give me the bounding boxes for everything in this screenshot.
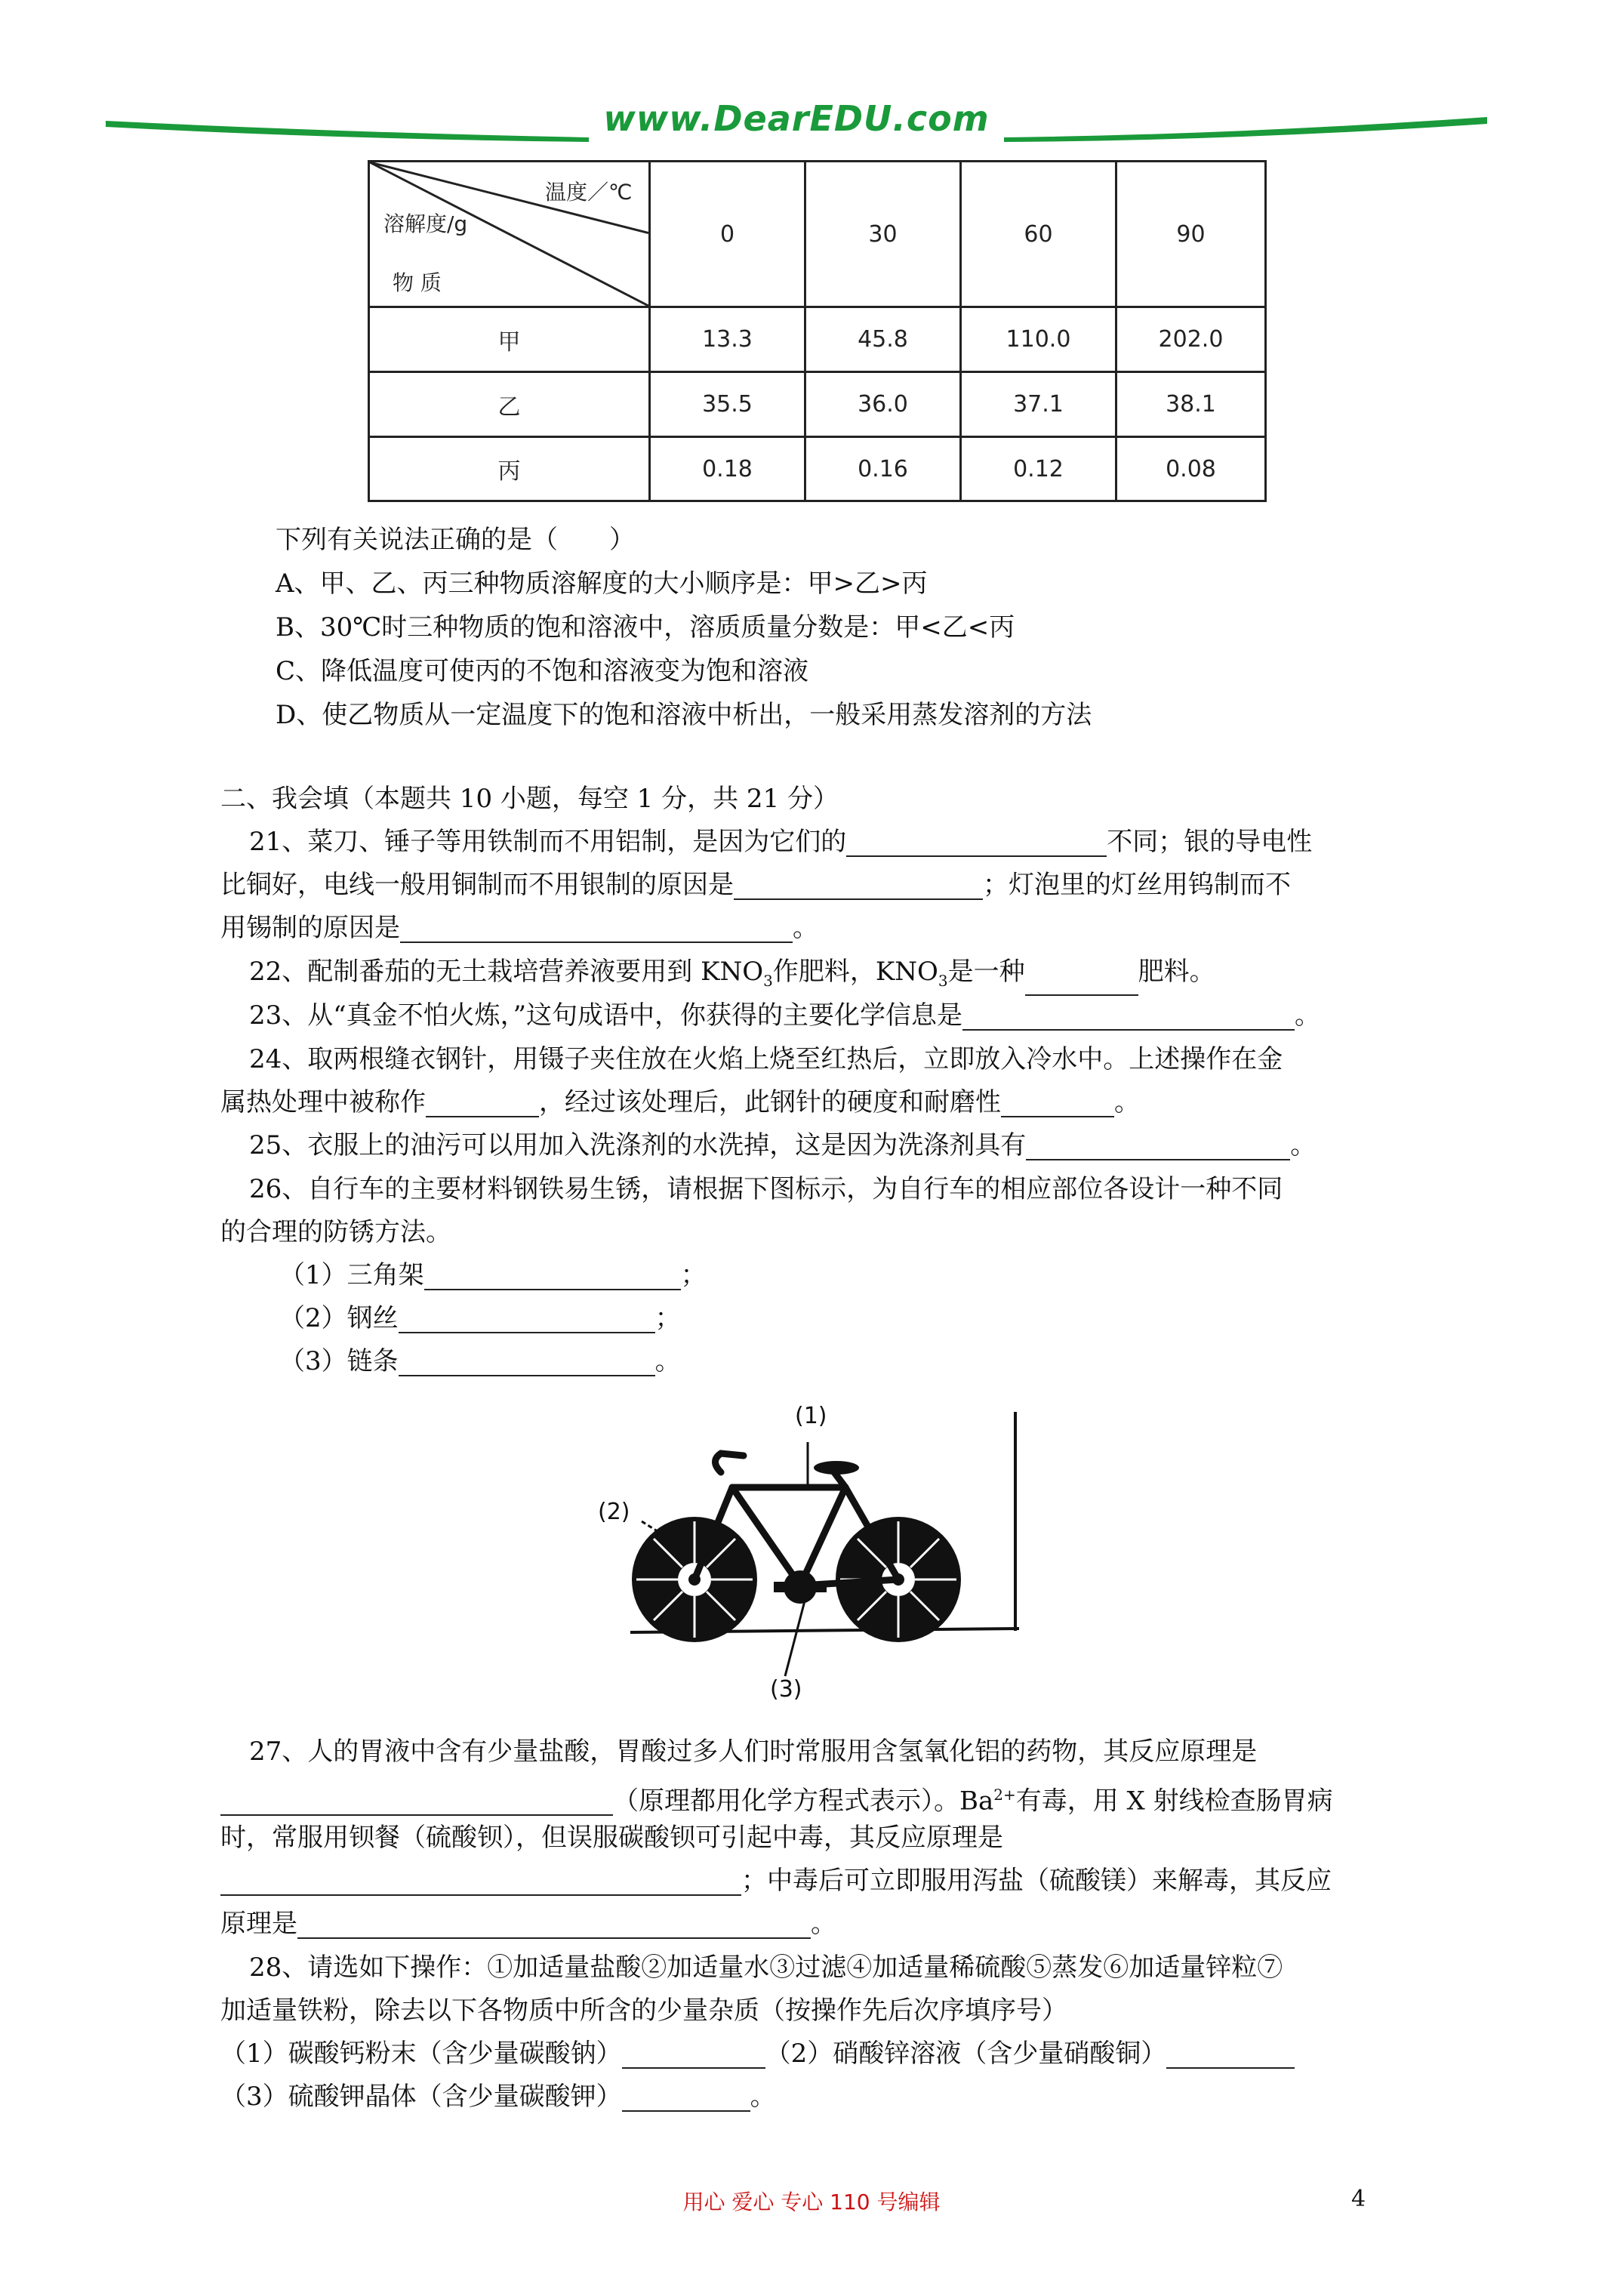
q28-text: 。 <box>750 2082 776 2112</box>
q24-text: 属热处理中被称作 <box>220 1087 426 1117</box>
q27-text: 原理是 <box>220 1909 297 1939</box>
page-number: 4 <box>1351 2186 1366 2212</box>
answer-blank[interactable] <box>622 2042 765 2069</box>
answer-blank[interactable] <box>1166 2042 1295 2069</box>
table-cell: 0.12 <box>961 437 1116 501</box>
answer-blank[interactable] <box>1001 1090 1114 1117</box>
q22-text: 作肥料，KNO <box>772 957 938 987</box>
q28-line2: 加适量铁粉，除去以下各物质中所含的少量杂质（按操作先后次序填序号） <box>220 1996 1067 2026</box>
table-cell: 35.5 <box>650 372 805 437</box>
q27-text: ；中毒后可立即服用泻盐（硫酸镁）来解毒，其反应 <box>741 1866 1332 1896</box>
q27-text: （原理都用化学方程式表示）。Ba <box>613 1786 994 1817</box>
table-cell: 202.0 <box>1116 307 1266 372</box>
q22-text: 是一种 <box>947 957 1025 987</box>
substance-name: 乙 <box>369 372 650 437</box>
q21-text: 21、菜刀、锤子等用铁制而不用铝制，是因为它们的 <box>249 827 847 857</box>
answer-blank[interactable] <box>297 1912 811 1939</box>
substance-name: 甲 <box>369 307 650 372</box>
q28-line1: 28、请选如下操作：①加适量盐酸②加适量水③过滤④加适量稀硫酸⑤蒸发⑥加适量锌粒⑦ <box>249 1952 1283 1983</box>
corner-temp-label: 温度／℃ <box>545 180 633 205</box>
answer-blank[interactable] <box>426 1090 539 1117</box>
answer-blank[interactable] <box>622 2085 750 2112</box>
q20-option-d: D、使乙物质从一定温度下的饱和溶液中析出，一般采用蒸发溶剂的方法 <box>276 700 1092 730</box>
site-url: www.DearEDU.com <box>603 98 990 139</box>
answer-blank[interactable] <box>424 1263 681 1290</box>
q20-prompt: 下列有关说法正确的是（ ） <box>276 525 635 555</box>
q24-line2 <box>220 1087 1140 1117</box>
q26-item3 <box>279 1346 681 1376</box>
q26-item2 <box>279 1303 681 1333</box>
temp-header: 60 <box>961 162 1116 307</box>
q25-text: 。 <box>1290 1130 1317 1160</box>
q26-item-label: （2）钢丝 <box>279 1303 399 1333</box>
q23-text: 。 <box>1295 1000 1321 1031</box>
q27-line1: 27、人的胃液中含有少量盐酸，胃酸过多人们时常服用含氢氧化铝的药物，其反应原理是 <box>249 1737 1258 1767</box>
q27-line3: 时，常服用钡餐（硫酸钡），但误服碳酸钡可引起中毒，其反应原理是 <box>220 1823 1003 1853</box>
q23-text: 23、从“真金不怕火炼，”这句成语中，你获得的主要化学信息是 <box>249 1000 963 1031</box>
q24-text: ，经过该处理后，此钢针的硬度和耐磨性 <box>539 1087 1001 1117</box>
table-cell: 36.0 <box>805 372 961 437</box>
q27-text: 。 <box>811 1909 836 1939</box>
table-row <box>369 307 1266 372</box>
q26-item1 <box>279 1260 707 1290</box>
bicycle-figure <box>581 1389 1034 1706</box>
q21-text: 比铜好，电线一般用铜制而不用银制的原因是 <box>220 870 734 900</box>
answer-blank[interactable] <box>400 916 793 943</box>
footer-text: 用心 爱心 专心 110 号编辑 <box>682 2190 941 2214</box>
answer-blank[interactable] <box>1026 1133 1290 1160</box>
table-row <box>369 372 1266 437</box>
table-cell: 0.08 <box>1116 437 1266 501</box>
table-cell: 13.3 <box>650 307 805 372</box>
q28-line3 <box>220 2039 1295 2069</box>
q22-text: 肥料。 <box>1138 957 1215 987</box>
table-cell: 0.18 <box>650 437 805 501</box>
q26-item-label: （1）三角架 <box>279 1260 424 1290</box>
q21-text: ；灯泡里的灯丝用钨制而不 <box>983 870 1291 900</box>
answer-blank[interactable] <box>962 1003 1295 1031</box>
answer-blank[interactable] <box>734 873 983 900</box>
q20-option-a: A、甲、乙、丙三种物质溶解度的大小顺序是：甲>乙>丙 <box>276 569 928 599</box>
answer-blank[interactable] <box>220 1789 613 1816</box>
q26-item-end: ； <box>680 1260 707 1290</box>
q28-text: （2）硝酸锌溶液（含少量硝酸铜） <box>765 2039 1167 2069</box>
q24-text: 。 <box>1114 1087 1140 1117</box>
figure-label-1: (1) <box>795 1403 827 1429</box>
q25-text: 25、衣服上的油污可以用加入洗涤剂的水洗掉，这是因为洗涤剂具有 <box>249 1130 1027 1160</box>
q26-item-end: ； <box>654 1303 681 1333</box>
q27-line4 <box>220 1866 1332 1896</box>
q21-line1 <box>249 827 1312 857</box>
q26-item-end: 。 <box>654 1346 681 1376</box>
q21-text: 用锡制的原因是 <box>220 913 400 943</box>
corner-sol-label: 溶解度/g <box>383 211 468 236</box>
figure-label-3: (3) <box>770 1676 802 1703</box>
q28-text: （1）碳酸钙粉末（含少量碳酸钠） <box>220 2039 622 2069</box>
temp-header: 90 <box>1116 162 1266 307</box>
solubility-table <box>368 160 1264 500</box>
answer-blank[interactable] <box>399 1349 655 1376</box>
q26-line1: 26、自行车的主要材料钢铁易生锈，请根据下图标示，为自行车的相应部位各设计一种不同 <box>249 1174 1283 1204</box>
q21-line2 <box>220 870 1291 900</box>
q27-text: 有毒，用 X 射线检查肠胃病 <box>1015 1786 1333 1817</box>
answer-blank[interactable] <box>846 830 1107 857</box>
answer-blank[interactable] <box>399 1306 655 1333</box>
answer-blank[interactable] <box>1025 969 1138 996</box>
table-cell: 37.1 <box>961 372 1116 437</box>
q27-line2 <box>220 1780 1333 1816</box>
q28-line4 <box>220 2082 776 2112</box>
subscript: 3 <box>938 971 948 990</box>
answer-blank[interactable] <box>220 1869 741 1896</box>
table-row <box>369 437 1266 501</box>
q27-line5 <box>220 1909 836 1939</box>
q26-line2: 的合理的防锈方法。 <box>220 1217 451 1247</box>
q20-option-c: C、降低温度可使丙的不饱和溶液变为饱和溶液 <box>276 656 809 686</box>
q21-text: 。 <box>793 913 818 943</box>
q23-line <box>249 1000 1320 1031</box>
bicycle-icon <box>581 1389 1034 1706</box>
q28-text: （3）硫酸钾晶体（含少量碳酸钾） <box>220 2082 622 2112</box>
table-cell: 0.16 <box>805 437 961 501</box>
substance-name: 丙 <box>369 437 650 501</box>
q21-line3 <box>220 913 818 943</box>
superscript: 2+ <box>993 1786 1016 1804</box>
q20-option-b: B、30℃时三种物质的饱和溶液中，溶质质量分数是：甲<乙<丙 <box>276 612 1015 643</box>
corner-substance-label: 物 质 <box>393 270 442 295</box>
figure-label-2: (2) <box>598 1499 630 1525</box>
section-title: 二、我会填（本题共 10 小题，每空 1 分，共 21 分） <box>220 784 839 814</box>
q25-line <box>249 1130 1316 1160</box>
table-cell: 38.1 <box>1116 372 1266 437</box>
table-cell: 110.0 <box>961 307 1116 372</box>
site-header <box>106 91 1487 166</box>
q22-text: 22、配制番茄的无土栽培营养液要用到 KNO <box>249 957 764 987</box>
q22-line <box>249 957 1215 996</box>
table-corner-cell <box>369 162 650 307</box>
subscript: 3 <box>763 971 773 990</box>
table-cell: 45.8 <box>805 307 961 372</box>
temp-header: 30 <box>805 162 961 307</box>
q21-text: 不同；银的导电性 <box>1107 827 1313 857</box>
q24-line1: 24、取两根缝衣钢针，用镊子夹住放在火焰上烧至红热后，立即放入冷水中。上述操作在金 <box>249 1044 1283 1074</box>
q26-item-label: （3）链条 <box>279 1346 399 1376</box>
temp-header: 0 <box>650 162 805 307</box>
